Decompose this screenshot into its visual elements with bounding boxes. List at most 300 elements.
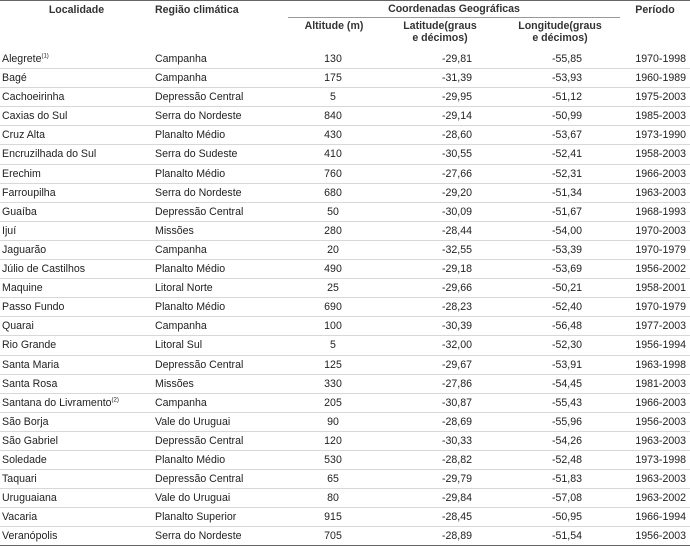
cell-regiao (153, 527, 288, 546)
cell-altitude-text: 705 (324, 530, 342, 543)
cell-latitude (380, 450, 500, 469)
cell-altitude-text: 760 (324, 167, 342, 180)
cell-altitude (288, 145, 380, 164)
cell-localidade (0, 183, 153, 202)
cell-localidade (0, 431, 153, 450)
cell-localidade (0, 508, 153, 527)
cell-periodo (620, 126, 690, 145)
cell-periodo-text: 1963-2003 (635, 186, 687, 199)
cell-localidade (0, 50, 153, 69)
cell-periodo-text: 1963-2002 (635, 492, 687, 505)
cell-longitude (500, 202, 620, 221)
cell-regiao (153, 221, 288, 240)
cell-altitude-text: 690 (324, 301, 342, 314)
cell-periodo (620, 470, 690, 489)
cell-longitude (500, 355, 620, 374)
cell-regiao-text: Missões (155, 377, 194, 390)
cell-localidade-text: Farroupilha (2, 186, 56, 199)
cell-periodo (620, 393, 690, 412)
cell-latitude-text: -29,67 (441, 358, 472, 371)
cell-periodo (620, 107, 690, 126)
table-row (0, 336, 690, 355)
cell-regiao (153, 336, 288, 355)
footnote-marker: (1) (41, 53, 49, 60)
cell-periodo (620, 336, 690, 355)
cell-latitude-text: -29,81 (441, 53, 472, 65)
cell-regiao (153, 69, 288, 88)
table-row (0, 450, 690, 469)
cell-longitude-text: -52,48 (551, 453, 583, 466)
cell-periodo (620, 183, 690, 202)
cell-longitude-text: -52,31 (551, 167, 583, 180)
cell-latitude (380, 431, 500, 450)
cell-latitude (380, 336, 500, 355)
table-row (0, 164, 690, 183)
cell-latitude (380, 508, 500, 527)
header-coordenadas: Coordenadas Geográficas (288, 1, 620, 18)
cell-periodo-text: 1970-1998 (635, 53, 687, 65)
table-row (0, 145, 690, 164)
cell-localidade (0, 470, 153, 489)
cell-localidade-text: Cruz Alta (2, 129, 45, 142)
table-row (0, 126, 690, 145)
cell-periodo-text: 1963-2003 (635, 434, 687, 447)
header-periodo: Período (620, 1, 690, 51)
cell-latitude (380, 183, 500, 202)
cell-altitude (288, 260, 380, 279)
cell-longitude-text: -54,45 (551, 377, 583, 390)
cell-localidade-text: Soledade (2, 453, 47, 466)
cell-altitude (288, 164, 380, 183)
cell-localidade (0, 374, 153, 393)
cell-localidade-text: Júlio de Castilhos (2, 263, 86, 276)
cell-altitude-text: 120 (324, 434, 342, 447)
cell-regiao (153, 470, 288, 489)
cell-localidade (0, 355, 153, 374)
cell-altitude (288, 317, 380, 336)
cell-altitude (288, 374, 380, 393)
cell-localidade (0, 202, 153, 221)
table-row (0, 470, 690, 489)
cell-longitude-text: -53,91 (551, 358, 583, 371)
header-localidade: Localidade (0, 1, 153, 51)
cell-periodo-text: 1973-1990 (635, 129, 687, 142)
cell-periodo (620, 50, 690, 69)
cell-periodo-text: 1968-1993 (635, 205, 687, 218)
header-row-1 (0, 1, 690, 18)
cell-regiao-text: Litoral Norte (155, 282, 213, 295)
cell-longitude-text: -53,39 (551, 243, 583, 256)
cell-latitude (380, 221, 500, 240)
cell-localidade-text: Santa Rosa (2, 377, 58, 390)
cell-periodo (620, 489, 690, 508)
cell-regiao-text: Missões (155, 224, 194, 237)
cell-altitude (288, 183, 380, 202)
cell-altitude-text: 125 (324, 358, 342, 371)
cell-regiao-text: Depressão Central (155, 205, 244, 218)
cell-altitude-text: 25 (327, 282, 339, 295)
cell-altitude-text: 430 (324, 129, 342, 142)
cell-latitude-text: -29,84 (441, 492, 472, 505)
cell-latitude-text: -28,89 (441, 530, 472, 543)
cell-latitude (380, 489, 500, 508)
cell-periodo-text: 1970-1979 (635, 301, 687, 314)
cell-altitude (288, 69, 380, 88)
cell-localidade-text: Vacaria (2, 511, 38, 524)
cell-localidade-text: Cachoeirinha (2, 91, 65, 104)
cell-localidade (0, 145, 153, 164)
cell-regiao (153, 126, 288, 145)
cell-localidade-text: Encruzilhada do Sul (2, 148, 97, 161)
header-longitude-line1: Longitude(graus (518, 20, 602, 32)
cell-regiao-text: Campanha (155, 53, 207, 65)
cell-altitude (288, 355, 380, 374)
header-longitude-line2: e décimos) (532, 32, 588, 44)
cell-regiao-text: Campanha (155, 72, 207, 85)
cell-periodo (620, 279, 690, 298)
cell-latitude-text: -27,86 (441, 377, 472, 390)
cell-periodo-text: 1966-2003 (635, 167, 687, 180)
cell-longitude (500, 374, 620, 393)
cell-latitude-text: -32,00 (441, 339, 472, 352)
cell-regiao (153, 489, 288, 508)
cell-latitude (380, 527, 500, 546)
cell-localidade (0, 164, 153, 183)
table-row (0, 50, 690, 69)
cell-periodo-text: 1966-1994 (635, 511, 687, 524)
cell-latitude-text: -31,39 (441, 72, 472, 85)
cell-localidade-text: Erechim (2, 167, 41, 180)
cell-altitude (288, 107, 380, 126)
cell-periodo (620, 527, 690, 546)
table-row (0, 69, 690, 88)
cell-longitude-text: -55,96 (551, 415, 583, 428)
cell-longitude (500, 279, 620, 298)
cell-periodo-text: 1960-1989 (635, 72, 687, 85)
cell-localidade-text: Quarai (2, 320, 34, 333)
cell-longitude-text: -55,43 (551, 396, 583, 409)
cell-regiao (153, 240, 288, 259)
cell-latitude-text: -28,44 (441, 224, 472, 237)
cell-localidade-text: Maquine (2, 282, 43, 295)
cell-altitude (288, 50, 380, 69)
cell-localidade-text: Taquari (2, 473, 37, 486)
cell-regiao-text: Depressão Central (155, 358, 244, 371)
cell-regiao (153, 145, 288, 164)
table-row (0, 107, 690, 126)
cell-periodo (620, 355, 690, 374)
cell-latitude (380, 298, 500, 317)
cell-latitude (380, 126, 500, 145)
cell-altitude-text: 530 (324, 453, 342, 466)
header-altitude: Altitude (m) (304, 20, 364, 32)
cell-regiao-text: Planalto Médio (155, 301, 226, 314)
cell-latitude (380, 145, 500, 164)
cell-periodo (620, 431, 690, 450)
cell-regiao-text: Litoral Sul (155, 339, 203, 352)
cell-periodo (620, 450, 690, 469)
cell-localidade (0, 412, 153, 431)
cell-localidade-text: Santa Maria (2, 358, 60, 371)
cell-localidade-text: Rio Grande (2, 339, 57, 352)
cell-localidade (0, 393, 153, 412)
cell-regiao (153, 412, 288, 431)
cell-longitude-text: -55,85 (551, 53, 583, 65)
cell-periodo-text: 1985-2003 (635, 110, 687, 123)
cell-longitude (500, 431, 620, 450)
cell-latitude-text: -30,87 (441, 396, 472, 409)
cell-localidade-text: Caxias do Sul (2, 110, 68, 123)
cell-periodo (620, 298, 690, 317)
cell-localidade (0, 126, 153, 145)
table-row (0, 508, 690, 527)
cell-latitude (380, 317, 500, 336)
cell-regiao-text: Serra do Nordeste (155, 530, 242, 543)
cell-periodo (620, 88, 690, 107)
cell-localidade-text: Santana do Livramento (2, 396, 112, 409)
cell-localidade (0, 317, 153, 336)
cell-periodo-text: 1975-2003 (635, 91, 687, 104)
cell-regiao (153, 374, 288, 393)
cell-regiao-text: Vale do Uruguai (155, 492, 231, 505)
header-regiao: Região climática (153, 1, 288, 51)
cell-regiao (153, 317, 288, 336)
cell-altitude (288, 221, 380, 240)
cell-regiao-text: Depressão Central (155, 91, 244, 104)
cell-periodo (620, 164, 690, 183)
cell-latitude (380, 260, 500, 279)
cell-localidade (0, 489, 153, 508)
cell-longitude-text: -54,26 (551, 434, 583, 447)
cell-regiao (153, 393, 288, 412)
cell-altitude (288, 431, 380, 450)
cell-periodo-text: 1956-1994 (635, 339, 687, 352)
cell-longitude (500, 240, 620, 259)
cell-latitude-text: -30,33 (441, 434, 472, 447)
cell-localidade (0, 221, 153, 240)
cell-periodo-text: 1963-1998 (635, 358, 687, 371)
cell-latitude (380, 88, 500, 107)
cell-longitude (500, 183, 620, 202)
cell-altitude (288, 298, 380, 317)
cell-latitude (380, 69, 500, 88)
cell-periodo-text: 1958-2001 (635, 282, 687, 295)
cell-altitude-text: 205 (324, 396, 342, 409)
cell-longitude (500, 412, 620, 431)
cell-localidade (0, 527, 153, 546)
cell-latitude (380, 107, 500, 126)
cell-regiao (153, 183, 288, 202)
cell-longitude-text: -57,08 (551, 492, 583, 505)
cell-periodo (620, 374, 690, 393)
cell-periodo (620, 317, 690, 336)
cell-altitude (288, 450, 380, 469)
cell-regiao-text: Campanha (155, 243, 207, 256)
cell-localidade-text: Alegrete (2, 53, 42, 65)
table-body (0, 50, 690, 546)
cell-latitude (380, 240, 500, 259)
cell-regiao (153, 50, 288, 69)
cell-altitude-text: 490 (324, 263, 342, 276)
cell-regiao-text: Planalto Médio (155, 129, 226, 142)
header-longitude (500, 18, 620, 51)
cell-localidade (0, 450, 153, 469)
cell-latitude (380, 164, 500, 183)
cell-latitude-text: -30,39 (441, 320, 472, 333)
cell-regiao (153, 508, 288, 527)
table-row (0, 355, 690, 374)
cell-altitude-text: 80 (327, 492, 339, 505)
cell-longitude-text: -52,30 (551, 339, 583, 352)
table-row (0, 298, 690, 317)
cell-longitude (500, 126, 620, 145)
cell-latitude-text: -29,14 (441, 110, 472, 123)
cell-regiao (153, 431, 288, 450)
cell-longitude-text: -50,21 (551, 282, 583, 295)
table-row (0, 88, 690, 107)
table-row (0, 221, 690, 240)
cell-latitude-text: -29,95 (441, 91, 472, 104)
cell-localidade (0, 279, 153, 298)
cell-periodo (620, 240, 690, 259)
table-row (0, 317, 690, 336)
cell-localidade (0, 260, 153, 279)
cell-localidade-text: Guaíba (2, 205, 37, 218)
cell-altitude (288, 240, 380, 259)
cell-periodo-text: 1966-2003 (635, 396, 687, 409)
cell-localidade-text: Bagé (2, 72, 27, 85)
cell-localidade-text: Uruguaiana (2, 492, 57, 505)
cell-localidade-text: São Gabriel (2, 434, 58, 447)
cell-periodo (620, 260, 690, 279)
cell-altitude-text: 330 (324, 377, 342, 390)
cell-regiao (153, 164, 288, 183)
cell-longitude-text: -53,69 (551, 263, 583, 276)
cell-altitude (288, 279, 380, 298)
cell-regiao-text: Vale do Uruguai (155, 415, 231, 428)
cell-altitude-text: 5 (330, 91, 336, 104)
cell-altitude-text: 100 (324, 320, 342, 333)
header-latitude-line1: Latitude(graus (403, 20, 477, 32)
cell-longitude (500, 508, 620, 527)
cell-periodo-text: 1970-1979 (635, 243, 687, 256)
cell-latitude (380, 393, 500, 412)
cell-longitude (500, 50, 620, 69)
cell-periodo-text: 1970-2003 (635, 224, 687, 237)
cell-regiao-text: Depressão Central (155, 434, 244, 447)
cell-localidade (0, 69, 153, 88)
cell-altitude-text: 410 (324, 148, 342, 161)
table-row (0, 260, 690, 279)
cell-longitude-text: -50,99 (551, 110, 583, 123)
cell-longitude-text: -51,34 (551, 186, 583, 199)
cell-localidade (0, 88, 153, 107)
cell-latitude-text: -27,66 (441, 167, 472, 180)
cell-longitude (500, 107, 620, 126)
cell-altitude (288, 88, 380, 107)
table-row (0, 393, 690, 412)
cell-localidade (0, 298, 153, 317)
cell-localidade-text: São Borja (2, 415, 49, 428)
table-row (0, 489, 690, 508)
cell-longitude-text: -54,00 (551, 224, 583, 237)
cell-longitude (500, 164, 620, 183)
cell-latitude (380, 355, 500, 374)
cell-periodo (620, 508, 690, 527)
cell-localidade-text: Jaguarão (2, 243, 47, 256)
cell-altitude-text: 840 (324, 110, 342, 123)
cell-periodo (620, 221, 690, 240)
cell-longitude (500, 221, 620, 240)
cell-localidade (0, 240, 153, 259)
cell-regiao (153, 450, 288, 469)
table-row (0, 412, 690, 431)
cell-latitude-text: -28,82 (441, 453, 472, 466)
cell-altitude (288, 412, 380, 431)
cell-longitude (500, 88, 620, 107)
cell-altitude-text: 50 (327, 205, 339, 218)
cell-longitude-text: -52,40 (551, 301, 583, 314)
cell-regiao (153, 202, 288, 221)
cell-longitude (500, 450, 620, 469)
cell-latitude-text: -28,60 (441, 129, 472, 142)
cell-longitude (500, 317, 620, 336)
cell-altitude (288, 393, 380, 412)
cell-latitude-text: -29,66 (441, 282, 472, 295)
cell-periodo-text: 1956-2003 (635, 415, 687, 428)
cell-periodo-text: 1956-2003 (635, 530, 687, 543)
cell-regiao (153, 355, 288, 374)
cell-altitude (288, 202, 380, 221)
cell-localidade (0, 107, 153, 126)
cell-regiao-text: Planalto Médio (155, 263, 226, 276)
table-row (0, 183, 690, 202)
cell-latitude-text: -30,09 (441, 205, 472, 218)
cell-periodo-text: 1977-2003 (635, 320, 687, 333)
cell-periodo-text: 1973-1998 (635, 453, 687, 466)
cell-longitude (500, 260, 620, 279)
cell-altitude-text: 90 (327, 415, 339, 428)
cell-localidade-text: Passo Fundo (2, 301, 65, 314)
cell-regiao-text: Campanha (155, 320, 207, 333)
cell-longitude-text: -56,48 (551, 320, 583, 333)
cell-latitude (380, 412, 500, 431)
cell-altitude-text: 65 (327, 473, 339, 486)
cell-longitude-text: -53,67 (551, 129, 583, 142)
cell-longitude-text: -52,41 (551, 148, 583, 161)
table-row (0, 240, 690, 259)
cell-longitude-text: -51,54 (551, 530, 583, 543)
cell-longitude-text: -53,93 (551, 72, 583, 85)
cell-regiao-text: Planalto Superior (155, 511, 237, 524)
cell-regiao-text: Depressão Central (155, 473, 244, 486)
cell-latitude (380, 470, 500, 489)
cell-latitude-text: -29,79 (441, 473, 472, 486)
table-row (0, 374, 690, 393)
cell-longitude (500, 145, 620, 164)
cell-longitude-text: -51,12 (551, 91, 583, 104)
cell-regiao (153, 88, 288, 107)
cell-latitude-text: -29,20 (441, 186, 472, 199)
cell-regiao (153, 298, 288, 317)
cell-longitude (500, 527, 620, 546)
cell-latitude-text: -28,45 (441, 511, 472, 524)
cell-latitude (380, 202, 500, 221)
cell-regiao-text: Serra do Nordeste (155, 110, 242, 123)
cell-altitude-text: 130 (324, 53, 342, 65)
cell-longitude (500, 69, 620, 88)
cell-longitude-text: -51,67 (551, 205, 583, 218)
